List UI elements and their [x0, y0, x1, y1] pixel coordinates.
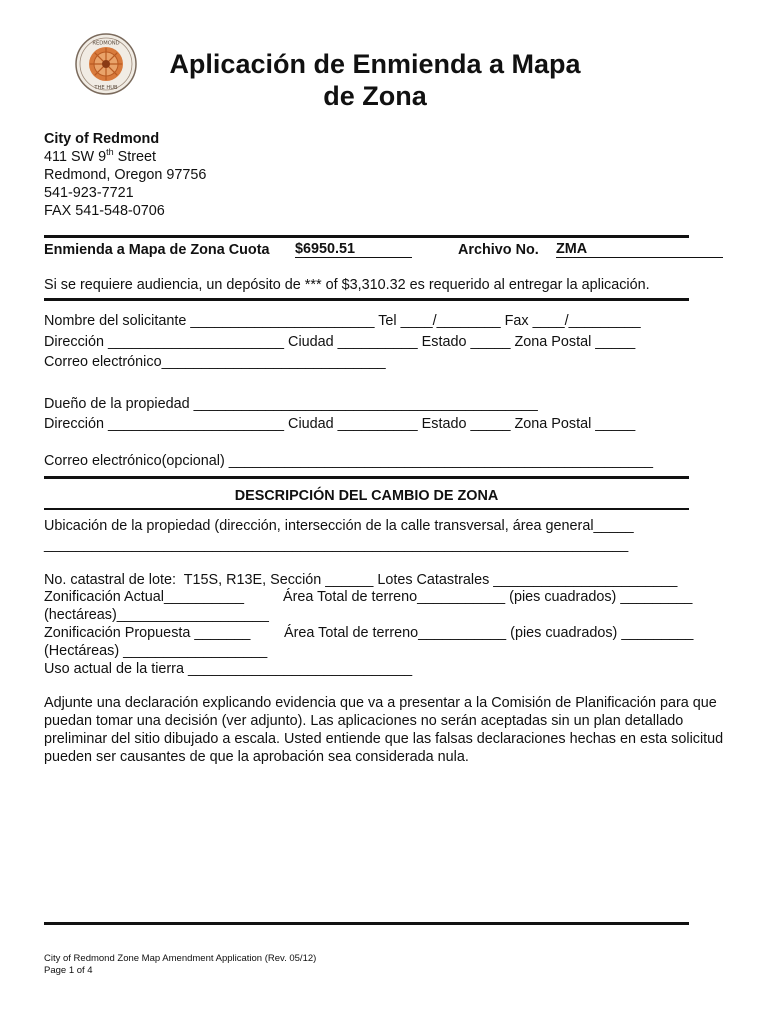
current-hectares-field[interactable]: (hectáreas)___________________ — [44, 607, 269, 623]
applicant-email-field[interactable]: Correo electrónico____________________________ — [44, 354, 386, 370]
bottom-rule — [44, 922, 689, 925]
footer-page-number: Page 1 of 4 — [44, 965, 93, 976]
divider — [44, 298, 689, 301]
proposed-hectares-field[interactable]: (Hectáreas) __________________ — [44, 643, 268, 659]
office-street — [44, 148, 156, 166]
office-street-suffix: th — [106, 147, 114, 158]
zone-section-heading: DESCRIPCIÓN DEL CAMBIO DE ZONA — [234, 488, 499, 504]
divider — [44, 476, 689, 479]
current-zoning-field[interactable]: Zonificación Actual__________ — [44, 589, 245, 605]
owner-name-field[interactable]: Dueño de la propiedad ___________________________________________ — [44, 396, 538, 412]
office-street-name: Street — [113, 149, 157, 165]
footer-document-name: City of Redmond Zone Map Amendment Application (Rev. 05/12) — [44, 953, 317, 964]
office-city: Redmond, Oregon 97756 — [44, 167, 207, 183]
applicant-address-field[interactable]: Dirección ______________________ Ciudad __________ Estado _____ Zona Postal _____ — [44, 334, 636, 350]
current-area-field[interactable]: Área Total de terreno___________ (pies cuadrados) _________ — [283, 589, 693, 605]
current-land-use-field[interactable]: Uso actual de la tierra ____________________________ — [44, 661, 413, 677]
file-number-value: ZMA — [556, 241, 723, 258]
tax-lot-field[interactable]: No. catastral de lote: T15S, R13E, Sección ______ Lotes Catastrales _______________________ — [44, 572, 678, 588]
title-line-1: Aplicación de Enmienda a Mapa — [169, 49, 581, 79]
divider — [44, 235, 689, 238]
owner-address-field[interactable]: Dirección ______________________ Ciudad __________ Estado _____ Zona Postal _____ — [44, 416, 636, 432]
deposit-note: Si se requiere audiencia, un depósito de *** of $3,310.32 es requerido al entregar la aplicación. — [44, 277, 650, 293]
proposed-area-field[interactable]: Área Total de terreno___________ (pies cuadrados) _________ — [284, 625, 694, 641]
seal-text-top: REDMOND — [92, 40, 120, 47]
applicant-name-field[interactable]: Nombre del solicitante _______________________ Tel ____/________ Fax ____/_________ — [44, 313, 641, 329]
proposed-zoning-field[interactable]: Zonificación Propuesta _______ — [44, 625, 251, 641]
divider — [44, 508, 689, 510]
property-location-field[interactable]: Ubicación de la propiedad (dirección, intersección de la calle transversal, área general_____ — [44, 518, 634, 534]
title-line-2: de Zona — [323, 81, 427, 111]
office-name: City of Redmond — [44, 131, 160, 147]
office-phone: 541-923-7721 — [44, 185, 134, 201]
office-street-number: 411 SW 9 — [44, 149, 107, 165]
file-number-label: Archivo No. — [458, 242, 539, 258]
fee-label: Enmienda a Mapa de Zona Cuota — [44, 242, 270, 258]
page-title — [130, 48, 620, 112]
city-seal-logo — [75, 33, 137, 95]
office-fax: FAX 541-548-0706 — [44, 203, 165, 219]
fee-amount: $6950.51 — [295, 241, 412, 258]
property-location-line-2[interactable]: _________________________________________________________________________ — [44, 537, 629, 553]
seal-text-bottom: THE HUB — [94, 85, 118, 91]
owner-email-field[interactable]: Correo electrónico(opcional) _____________________________________________________ — [44, 453, 653, 469]
statement-paragraph: Adjunte una declaración explicando evidencia que va a presentar a la Comisión de Planificación para que puedan tomar una decisión (ver adjunto). Las aplicaciones no serán aceptadas sin un plan detallado preliminar del sitio dibujado a escala. Usted entiende que las falsas declaraciones hechas en esta solicitud pueden ser causantes de que la aprobación sea considerada nula. — [44, 695, 724, 765]
